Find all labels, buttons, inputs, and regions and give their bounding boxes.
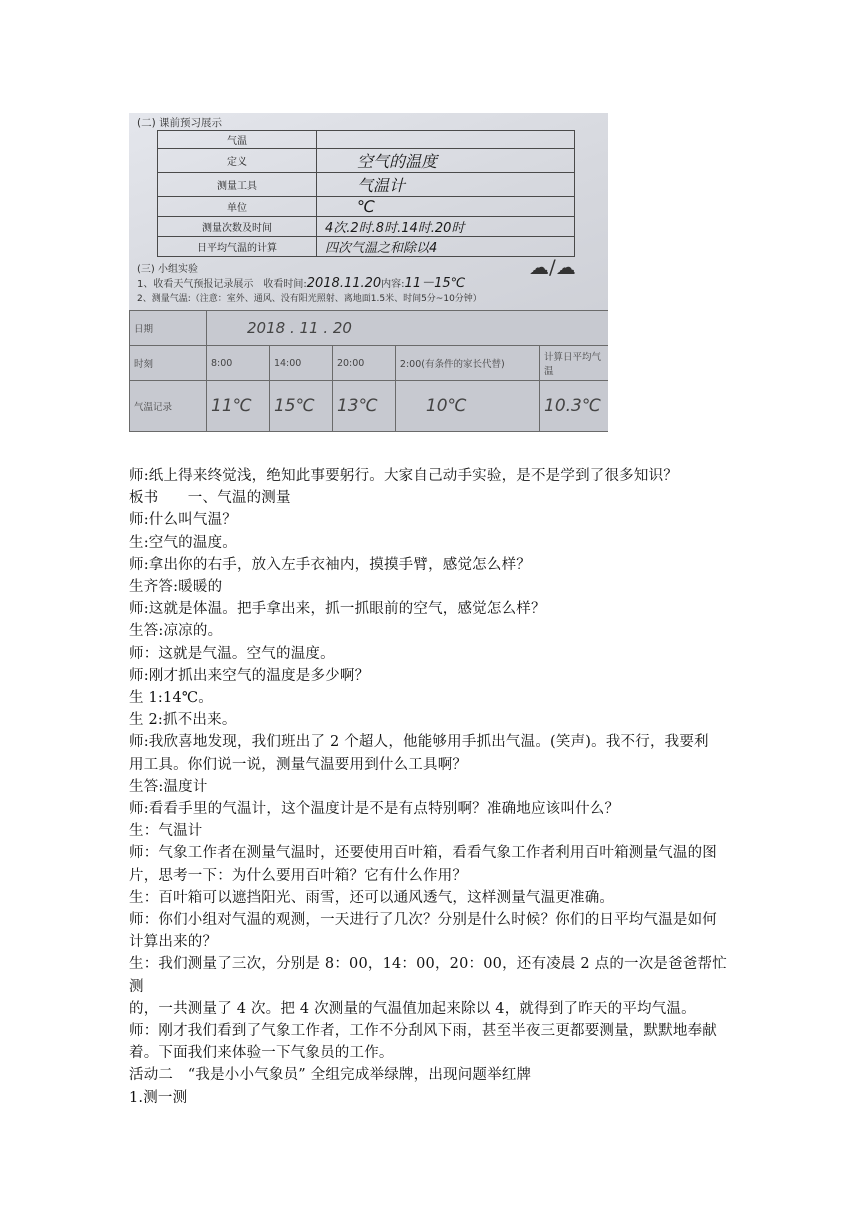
text-line: 师：你们小组对气温的观测，一天进行了几次？分别是什么时候？你们的日平均气温是如何 <box>129 912 717 929</box>
text-line: 生答:温度计 <box>129 778 208 795</box>
text-line: 1.测一测 <box>129 1089 188 1106</box>
text-line: 生齐答:暖暖的 <box>129 579 223 596</box>
text-line: 计算出来的？ <box>129 934 218 951</box>
section3-title: (三) 小组实验 <box>137 264 198 275</box>
preview-table <box>157 130 575 257</box>
text-line: 师:刚才抓出来空气的温度是多少啊？ <box>129 667 370 684</box>
text-line: 师:这就是体温。把手拿出来，抓一抓眼前的空气，感觉怎么样？ <box>129 601 546 618</box>
table-row: 日平均气温的计算 四次气温之和除以4 <box>158 237 575 257</box>
text-line: 生：气温计 <box>129 823 203 840</box>
table-row: 定义 空气的温度 <box>158 149 575 173</box>
text-line: 师:纸上得来终觉浅，绝知此事要躬行。大家自己动手实验，是不是学到了很多知识？ <box>129 468 678 484</box>
measure-note: 2、测量气温:（注意：室外、通风、没有阳光照射、离地面1.5米、时间5分~10分钟） <box>137 294 482 304</box>
text-line: 生:空气的温度。 <box>129 534 237 551</box>
table-row: 单位 ℃ <box>158 197 575 217</box>
lesson-transcript <box>129 465 739 1109</box>
text-line: 师：气象工作者在测量气温时，还要使用百叶箱，看看气象工作者利用百叶箱测量气温的图 <box>129 845 717 862</box>
text-line: 师：这就是气温。空气的温度。 <box>129 645 335 662</box>
text-line: 的，一共测量了 4 次。把 4 次测量的气温值加起来除以 4，就得到了昨天的平均气温。 <box>129 1000 696 1017</box>
text-line: 生 2:抓不出来。 <box>129 712 237 729</box>
text-line: 活动二 “我是小小气象员” 全组完成举绿牌，出现问题举红牌 <box>129 1067 532 1084</box>
text-line: 生 1:14℃。 <box>129 690 213 707</box>
text-line: 生：我们测量了三次，分别是 8：00，14：00，20：00，还有凌晨 2 点的一次是爸爸帮忙测 <box>129 956 727 995</box>
text-line: 用工具。你们说一说，测量气温要用到什么工具啊？ <box>129 756 468 773</box>
cloud-rain-icon: ☁/☁ <box>529 255 576 279</box>
table-row: 时刻 8:00 14:00 20:00 2:00(有条件的家长代替) 计算日平均气温 <box>130 346 609 381</box>
table-row: 测量次数及时间 4次.2时.8时.14时.20时 <box>158 217 575 237</box>
temperature-record-table <box>129 310 608 432</box>
table-row: 气温记录 11℃ 15℃ 13℃ 10℃ 10.3℃ <box>130 381 609 432</box>
table-row: 日期 2018 . 11 . 20 <box>130 311 609 346</box>
text-line: 生答:凉凉的。 <box>129 623 223 640</box>
text-line: 师:什么叫气温？ <box>129 512 237 529</box>
table-row: 测量工具 气温计 <box>158 173 575 197</box>
text-line: 板书 一、气温的测量 <box>129 490 291 507</box>
section3 <box>137 263 482 306</box>
text-line: 片，思考一下：为什么要用百叶箱？它有什么作用？ <box>129 867 468 884</box>
text-line: 生：百叶箱可以遮挡阳光、雨雪，还可以通风透气，这样测量气温更准确。 <box>129 889 615 906</box>
forecast-line: 1、收看天气预报记录展示 收看时间:2018.11.20内容:11－15℃ <box>137 276 466 291</box>
text-line: 师:看看手里的气温计，这个温度计是不是有点特别啊？准确地应该叫什么？ <box>129 801 620 818</box>
table-row: 气温 <box>158 131 575 149</box>
section2-title: (二) 课前预习展示 <box>137 117 223 129</box>
worksheet-photo <box>129 113 608 432</box>
text-line: 师：刚才我们看到了气象工作者，工作不分刮风下雨，甚至半夜三更都要测量，默默地奉献 <box>129 1023 717 1040</box>
text-line: 着。下面我们来体验一下气象员的工作。 <box>129 1045 394 1062</box>
text-line: 师:拿出你的右手，放入左手衣袖内，摸摸手臂，感觉怎么样？ <box>129 556 531 573</box>
text-line: 师:我欣喜地发现，我们班出了 2 个超人，他能够用手抓出气温。(笑声)。我不行，我要利 <box>129 734 709 751</box>
